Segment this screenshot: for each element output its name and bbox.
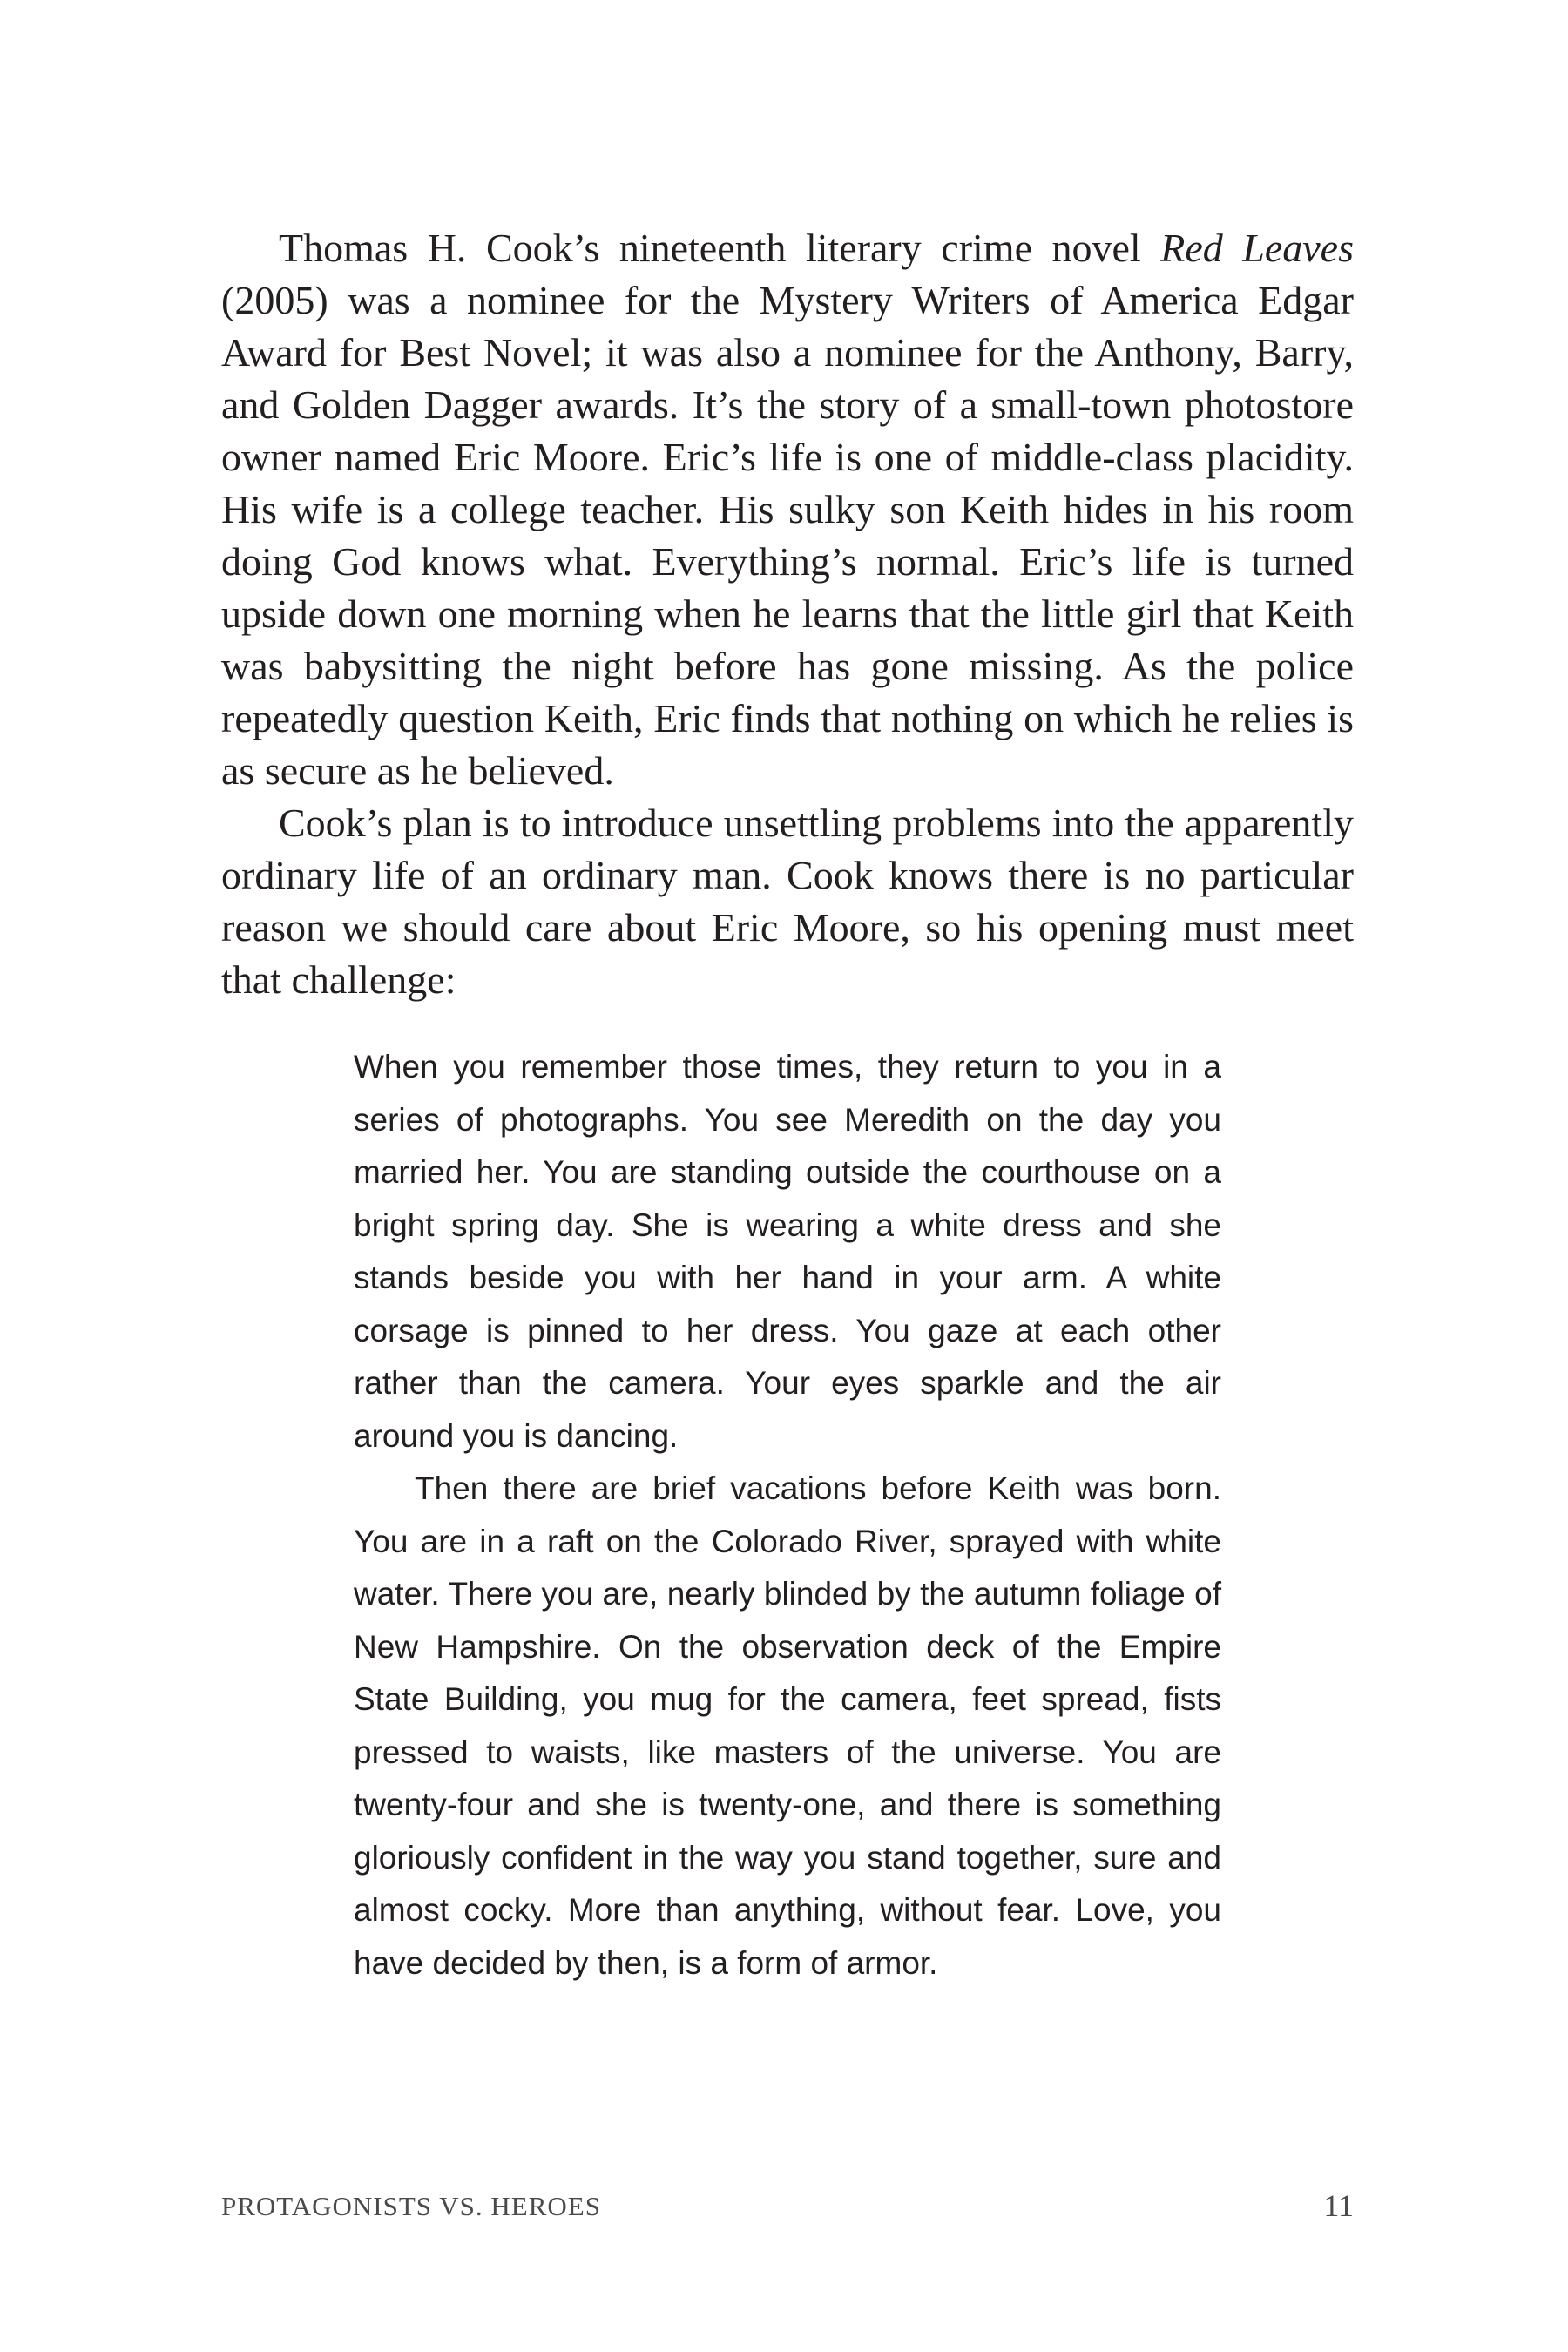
block-quote [354,1041,1221,1990]
quote-paragraph-2: Then there are brief vacations before Keith was born. You are in a raft on the Colorado River, sprayed with white water. There you are, nearly blinded by the autumn foliage of New Hampshire. On the observation deck of the Empire State Building, you mug for the camera, feet spread, fists pressed to waists, like masters of the universe. You are twenty-four and she is twenty-one, and there is something gloriously confident in the way you stand together, sure and almost cocky. More than anything, without fear. Love, you have decided by then, is a form of armor. [354,1470,1221,1981]
main-text [221,222,1354,1006]
body-paragraph-1 [221,222,1354,797]
quote-paragraph-1: When you remember those times, they return to you in a series of photographs. You see Meredith on the day you married her. You are standing outside the courthouse on a bright spring day. She is wearing a white dress and she stands beside you with her hand in your arm. A white corsage is pinned to her dress. You gaze at each other rather than the camera. Your eyes sparkle and the air around you is dancing. [354,1049,1221,1454]
running-head: PROTAGONISTS VS. HEROES [221,2191,601,2221]
paragraph-1-intro: Thomas H. Cook’s nineteenth literary crime novel [279,226,1161,270]
page-number: 11 [1323,2188,1354,2223]
paragraph-1-rest: (2005) was a nominee for the Mystery Writers of America Edgar Award for Best Novel; it was also a nominee for the Anthony, Barry, and Golden Dagger awards. It’s the story of a small-town photostore owner named Eric Moore. Eric’s life is one of middle-class placidity. His wife is a college teacher. His sulky son Keith hides in his room doing God knows what. Everything’s normal. Eric’s life is turned upside down one morning when he learns that the little girl that Keith was babysitting the night before has gone missing. As the police repeatedly question Keith, Eric finds that nothing on which he relies is as secure as he believed. [221,278,1354,793]
book-title: Red Leaves [1160,226,1354,270]
body-paragraph-2: Cook’s plan is to introduce unsettling problems into the apparently ordinary life of an ordinary man. Cook knows there is no particular reason we should care about Eric Moore, so his opening must meet that challenge: [221,801,1354,1002]
